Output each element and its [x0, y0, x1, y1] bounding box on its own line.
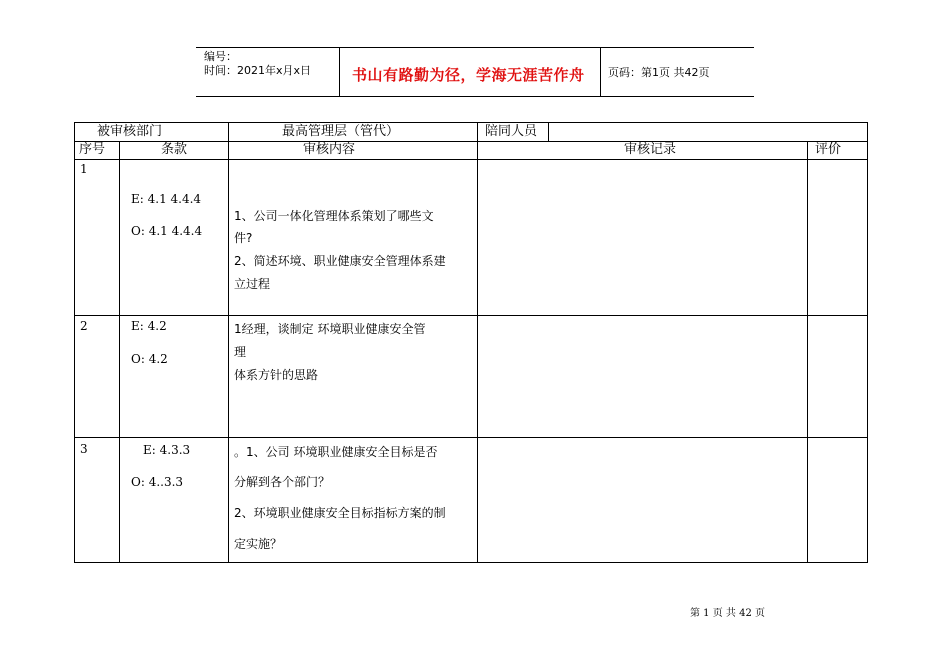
clause-e: E: 4.3.3: [143, 443, 191, 457]
row-seq: 2: [80, 319, 88, 333]
clause-e: E: 4.1 4.4.4: [131, 192, 202, 206]
content-line: 1经理，谈制定 环境职业健康安全管: [234, 322, 426, 336]
dept-label: 被审核部门: [97, 124, 163, 139]
col-header-record: 审核记录: [624, 142, 677, 157]
col-divider-eval: [807, 141, 808, 563]
header-divider-left: [339, 47, 340, 97]
table-row-divider: [74, 159, 868, 160]
code-label: 编号：: [204, 50, 237, 63]
content-line: 2、简述环境、职业健康安全管理体系建: [234, 254, 446, 268]
clause-o: O: 4.2: [131, 352, 168, 366]
col-divider-content: [228, 122, 229, 563]
content-line: 1、公司一体化管理体系策划了哪些文: [234, 209, 434, 223]
content-line: 件?: [234, 231, 253, 245]
header-top-rule: [196, 47, 754, 48]
page-label: 页码：第1页 共42页: [608, 66, 710, 79]
table-row-divider: [74, 315, 868, 316]
content-line: 2、环境职业健康安全目标指标方案的制: [234, 506, 446, 520]
header-motto: 书山有路勤为径，学海无涯苦作舟: [352, 66, 585, 84]
content-line: 理: [234, 345, 247, 359]
col-header-content: 审核内容: [303, 142, 356, 157]
content-line: 立过程: [234, 277, 271, 291]
col-header-eval: 评价: [815, 142, 842, 157]
col-divider-record: [477, 122, 478, 563]
header-divider-right: [600, 47, 601, 97]
clause-e: E: 4.2: [131, 319, 167, 333]
row-seq: 1: [80, 162, 88, 176]
content-line: 体系方针的思路: [234, 368, 319, 382]
col-header-seq: 序号: [79, 142, 106, 157]
clause-o: O: 4..3.3: [131, 475, 184, 489]
accompany-label: 陪同人员: [485, 124, 538, 139]
col-divider-accompany: [548, 122, 549, 141]
col-divider-clause: [119, 141, 120, 563]
table-right-border: [867, 122, 868, 563]
clause-o: O: 4.1 4.4.4: [131, 224, 203, 238]
table-left-border: [74, 122, 75, 563]
table-row-divider: [74, 141, 868, 142]
table-bottom-border: [74, 562, 868, 563]
content-line: 。1、公司 环境职业健康安全目标是否: [234, 445, 438, 459]
dept-value: 最高管理层（管代）: [282, 124, 400, 139]
table-top-border: [74, 122, 868, 123]
table-row-divider: [74, 437, 868, 438]
col-header-clause: 条款: [161, 142, 188, 157]
row-seq: 3: [80, 442, 88, 456]
content-line: 定实施？: [234, 537, 283, 551]
content-line: 分解到各个部门？: [234, 475, 331, 489]
time-label: 时间：2021年x月x日: [204, 64, 312, 77]
header-bottom-rule: [196, 96, 754, 97]
page-footer: 第 1 页 共 42 页: [690, 608, 765, 619]
